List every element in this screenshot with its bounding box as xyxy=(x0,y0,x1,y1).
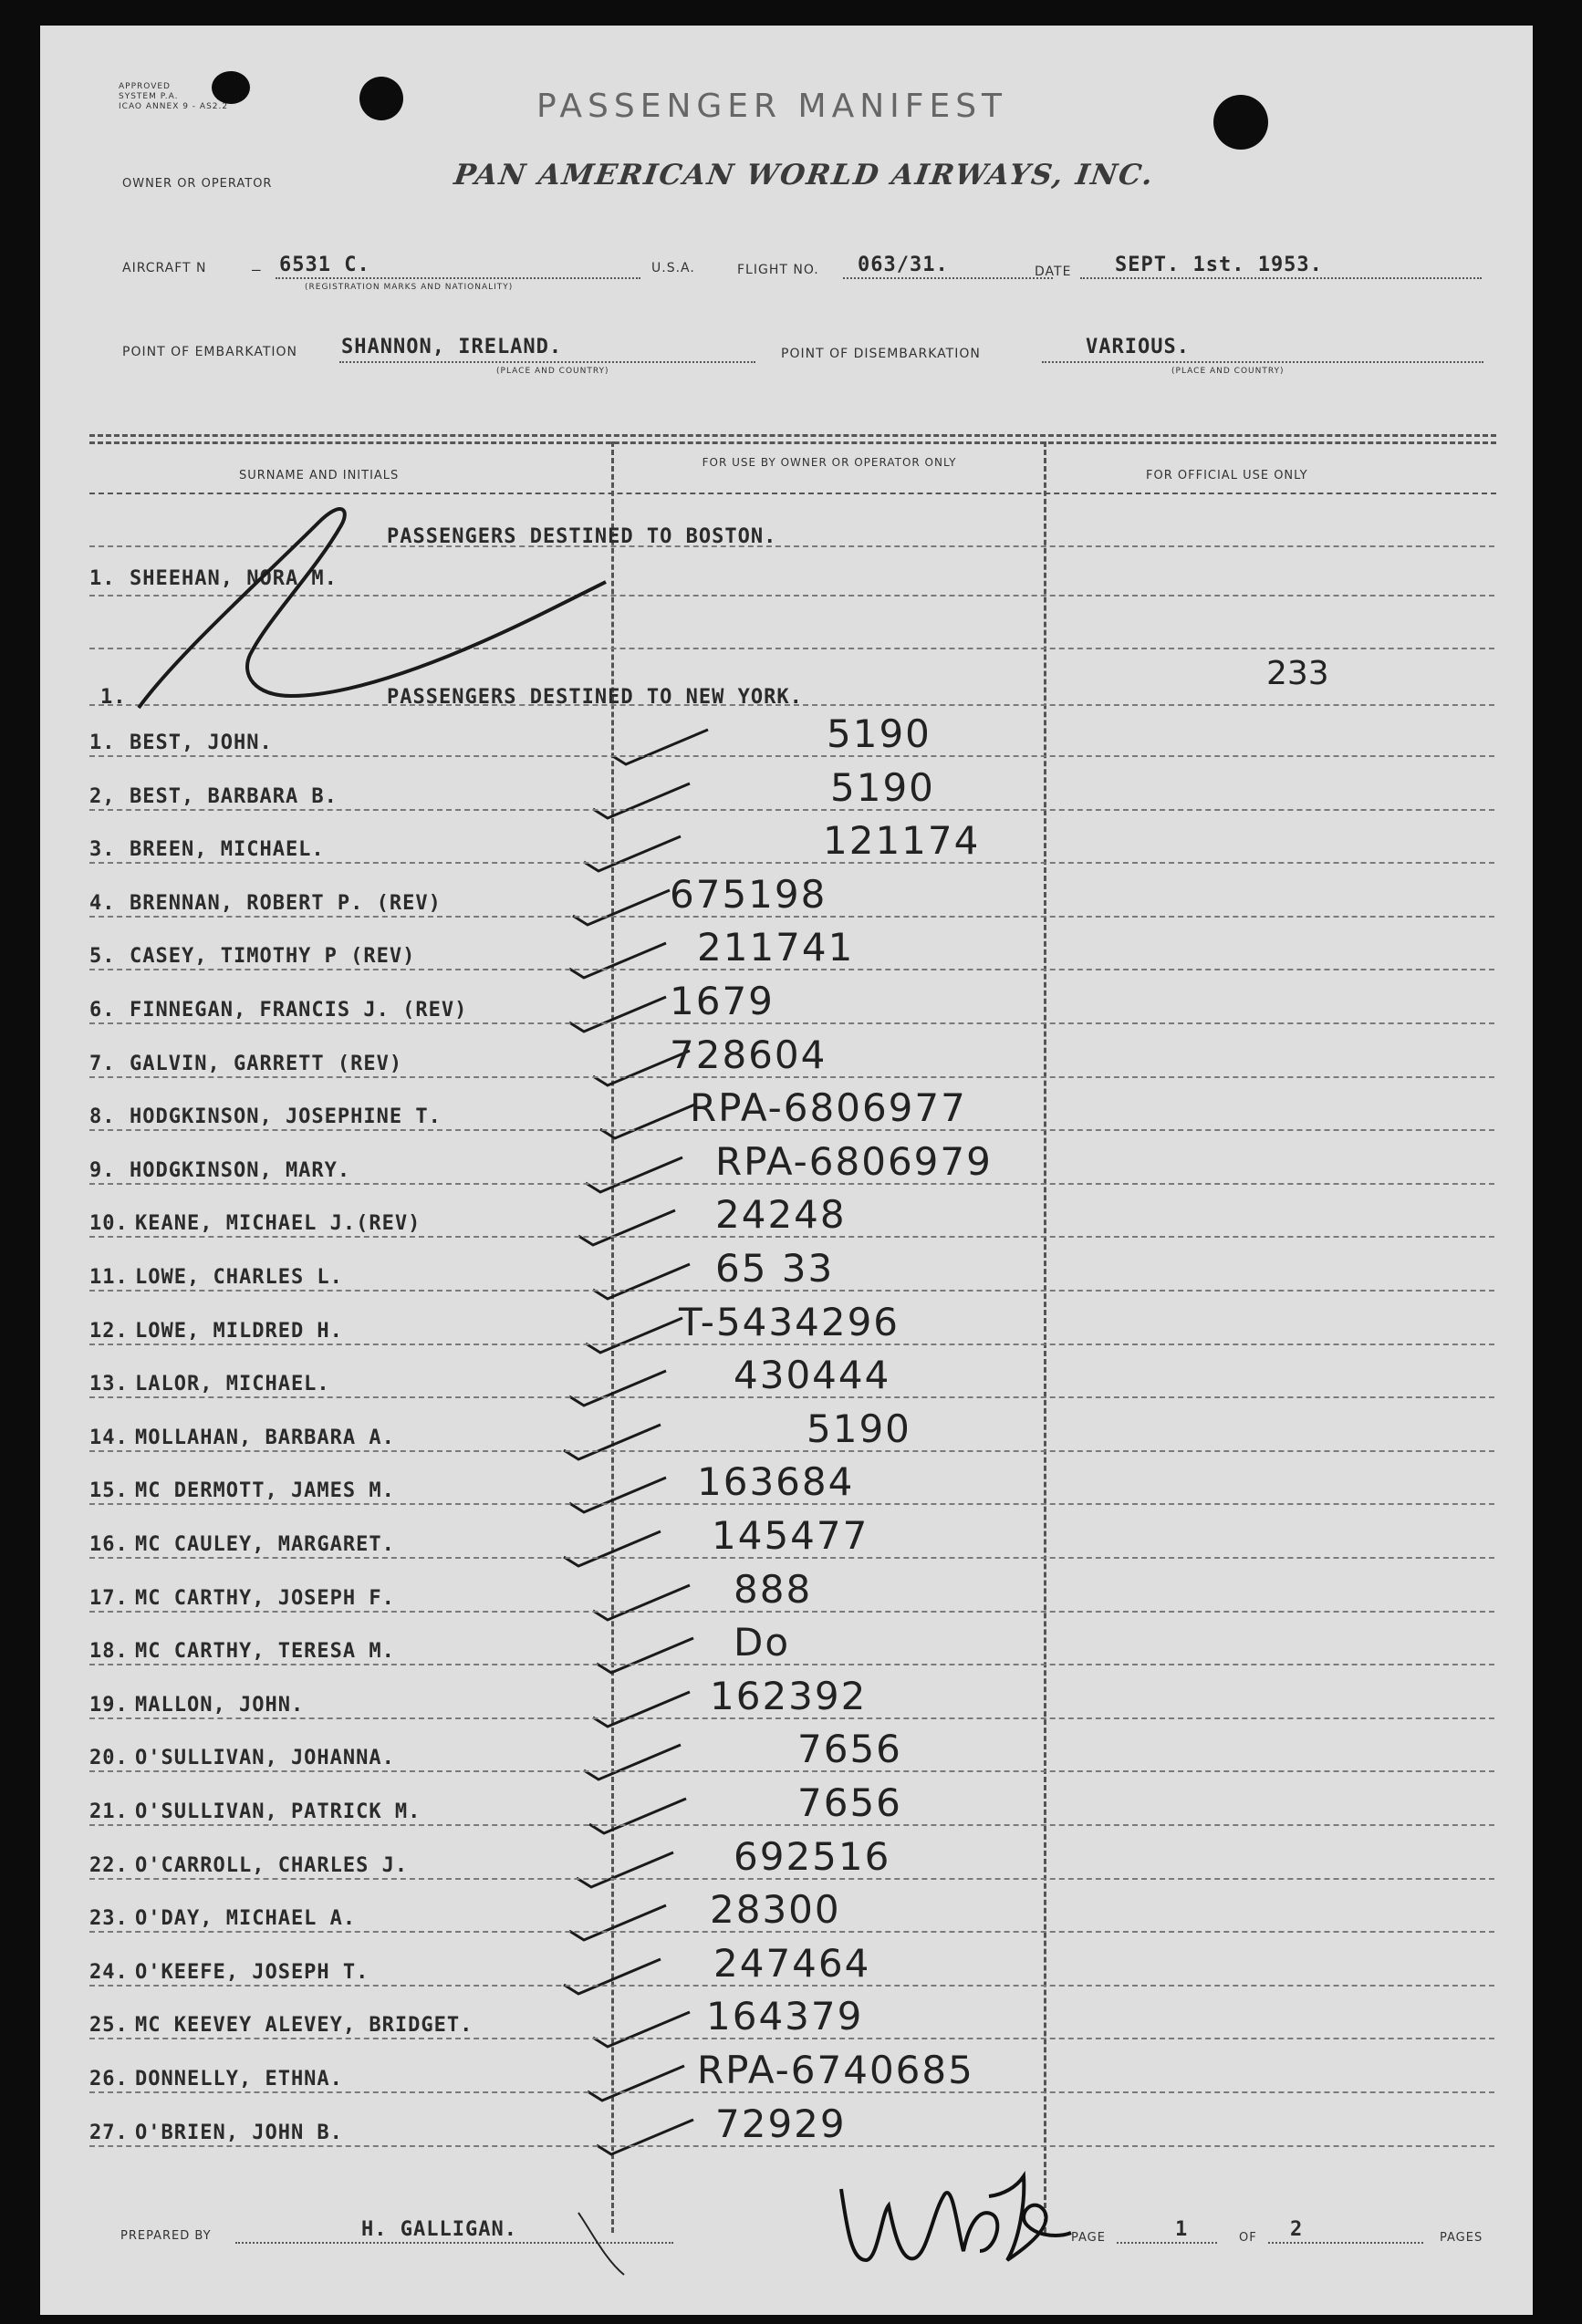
aircraft-caption: (REGISTRATION MARKS AND NATIONALITY) xyxy=(305,283,514,292)
row-line xyxy=(89,1717,1494,1719)
prepared-by-line xyxy=(235,2242,673,2244)
check-mark-icon xyxy=(591,1631,701,1680)
passenger-name: MC CAULEY, MARGARET. xyxy=(135,1533,395,1556)
row-line xyxy=(89,1076,1494,1078)
country-label: U.S.A. xyxy=(651,261,695,275)
approval-line-3: ICAO ANNEX 9 - AS2.2 xyxy=(119,102,229,111)
passenger-name: O'DAY, MICHAEL A. xyxy=(135,1907,357,1931)
passenger-ref-number: 24248 xyxy=(715,1192,847,1238)
passenger-name: LOWE, CHARLES L. xyxy=(135,1266,343,1289)
passenger-ref-number: 72929 xyxy=(715,2101,847,2146)
passenger-ref-number: RPA-6806977 xyxy=(690,1085,967,1131)
passenger-name: CASEY, TIMOTHY P (REV) xyxy=(130,945,416,969)
pages-label: PAGES xyxy=(1440,2231,1483,2245)
passenger-name: GALVIN, GARRETT (REV) xyxy=(130,1052,403,1075)
passenger-number: 26. xyxy=(89,2068,129,2091)
passenger-ref-number: 1679 xyxy=(670,979,775,1023)
page-title: PASSENGER MANIFEST xyxy=(536,88,1008,125)
passenger-ref-number: RPA-6740685 xyxy=(697,2048,974,2092)
manifest-sheet xyxy=(40,26,1533,2315)
passenger-ref-number: 162392 xyxy=(710,1673,868,1718)
passenger-ref-number: 164379 xyxy=(706,1994,864,2039)
disembark-line xyxy=(1042,361,1483,363)
passenger-name: MC CARTHY, TERESA M. xyxy=(135,1640,395,1664)
passenger-number: 17. xyxy=(89,1586,129,1610)
punch-hole-right xyxy=(1213,95,1268,150)
page-label: PAGE xyxy=(1071,2231,1106,2245)
check-mark-icon xyxy=(588,2005,697,2054)
passenger-name: LOWE, MILDRED H. xyxy=(135,1319,343,1343)
passenger-ref-number: 5190 xyxy=(827,711,932,756)
row-line xyxy=(89,1985,1494,1987)
check-mark-icon xyxy=(564,1364,673,1413)
passenger-ref-number: 430444 xyxy=(734,1353,891,1398)
cancellation-scribble xyxy=(40,26,679,755)
passenger-number: 14. xyxy=(89,1426,129,1449)
embark-label: POINT OF EMBARKATION xyxy=(122,345,298,359)
row-line xyxy=(89,1290,1494,1292)
passenger-name: O'CARROLL, CHARLES J. xyxy=(135,1853,409,1877)
passenger-name: BRENNAN, ROBERT P. (REV) xyxy=(130,891,442,915)
company-name: PAN AMERICAN WORLD AIRWAYS, INC. xyxy=(452,159,1157,192)
check-mark-icon xyxy=(567,883,677,932)
passenger-number: 22. xyxy=(89,1853,129,1877)
check-mark-icon xyxy=(588,1685,697,1734)
passenger-name: BREEN, MICHAEL. xyxy=(130,838,325,862)
passenger-ref-number: 7656 xyxy=(797,1780,902,1825)
disembark-caption: (PLACE AND COUNTRY) xyxy=(1171,367,1285,376)
passenger-name: HODGKINSON, JOSEPHINE T. xyxy=(130,1105,442,1129)
passenger-name: LALOR, MICHAEL. xyxy=(135,1373,330,1396)
passenger-name: MALLON, JOHN. xyxy=(135,1693,305,1717)
check-mark-icon xyxy=(595,1096,704,1146)
row-line xyxy=(89,1611,1494,1613)
passenger-number: 3. xyxy=(89,838,116,862)
page-line xyxy=(1117,2242,1217,2244)
passenger-number: 24. xyxy=(89,1960,129,1984)
row-line xyxy=(89,1129,1494,1131)
passenger-name: DONNELLY, ETHNA. xyxy=(135,2068,343,2091)
page-value: 1 xyxy=(1175,2218,1189,2241)
row-line xyxy=(89,1450,1494,1452)
aircraft-dash: — xyxy=(252,261,261,278)
check-mark-icon xyxy=(584,1791,693,1841)
row-line xyxy=(89,1344,1494,1345)
check-mark-icon xyxy=(564,1898,673,1947)
row-line xyxy=(89,2091,1494,2093)
passenger-number: 4. xyxy=(89,891,116,915)
new-york-marker: 1. xyxy=(100,686,127,709)
check-mark-icon xyxy=(564,990,673,1039)
row-line xyxy=(89,916,1494,918)
check-mark-icon xyxy=(591,2112,701,2162)
check-mark-icon xyxy=(558,1417,668,1467)
check-mark-icon xyxy=(564,936,673,985)
check-mark-icon xyxy=(578,1738,688,1787)
boston-passenger-number: 1. xyxy=(89,567,116,590)
passenger-number: 25. xyxy=(89,2014,129,2038)
passenger-number: 19. xyxy=(89,1693,129,1717)
passenger-name: MOLLAHAN, BARBARA A. xyxy=(135,1426,395,1449)
row-line xyxy=(89,862,1494,864)
passenger-name: MC DERMOTT, JAMES M. xyxy=(135,1479,395,1503)
passenger-ref-number: 211741 xyxy=(697,925,855,970)
approval-line-2: SYSTEM P.A. xyxy=(119,92,179,101)
check-mark-icon xyxy=(580,1150,690,1199)
passenger-number: 16. xyxy=(89,1533,129,1556)
passenger-number: 20. xyxy=(89,1747,129,1770)
date-label: DATE xyxy=(1035,265,1072,279)
check-mark-icon xyxy=(588,776,697,825)
passenger-ref-number: 5190 xyxy=(807,1406,911,1451)
row-line xyxy=(89,1503,1494,1505)
passenger-ref-number: T-5434296 xyxy=(679,1299,900,1344)
disembark-value: VARIOUS. xyxy=(1086,336,1190,358)
row-line xyxy=(89,1396,1494,1398)
row-line xyxy=(89,2145,1494,2147)
passenger-number: 23. xyxy=(89,1907,129,1931)
flight-line xyxy=(843,277,1053,279)
new-york-heading: PASSENGERS DESTINED TO NEW YORK. xyxy=(387,686,803,709)
passenger-ref-number: 121174 xyxy=(823,818,981,864)
flight-label: FLIGHT NO. xyxy=(737,263,819,277)
passenger-ref-number: 728604 xyxy=(670,1032,827,1077)
approval-line-1: APPROVED xyxy=(119,82,171,91)
row-line xyxy=(89,969,1494,970)
passenger-name: BEST, BARBARA B. xyxy=(130,784,338,808)
passenger-ref-number: 692516 xyxy=(734,1833,891,1879)
passenger-name: O'SULLIVAN, JOHANNA. xyxy=(135,1747,395,1770)
aircraft-label: AIRCRAFT N xyxy=(122,261,207,275)
passenger-ref-number: 7656 xyxy=(797,1727,902,1772)
passenger-number: 9. xyxy=(89,1158,116,1182)
row-line xyxy=(89,1931,1494,1933)
of-line xyxy=(1268,2242,1423,2244)
check-mark-icon xyxy=(564,1470,673,1520)
row-line xyxy=(89,1022,1494,1024)
passenger-number: 12. xyxy=(89,1319,129,1343)
disembark-label: POINT OF DISEMBARKATION xyxy=(781,347,981,361)
passenger-name: O'SULLIVAN, PATRICK M. xyxy=(135,1800,422,1823)
owner-label: OWNER OR OPERATOR xyxy=(122,177,273,191)
of-value: 2 xyxy=(1290,2218,1304,2241)
passenger-name: MC KEEVEY ALEVEY, BRIDGET. xyxy=(135,2014,474,2038)
boston-passenger-name: SHEEHAN, NORA M. xyxy=(130,567,338,590)
column-header-owner: FOR USE BY OWNER OR OPERATOR ONLY xyxy=(702,456,957,469)
passenger-name: BEST, JOHN. xyxy=(130,731,273,754)
passenger-name: HODGKINSON, MARY. xyxy=(130,1158,351,1182)
passenger-number: 8. xyxy=(89,1105,116,1129)
official-number: 233 xyxy=(1266,655,1329,692)
passenger-number: 2, xyxy=(89,784,116,808)
passenger-number: 6. xyxy=(89,999,116,1022)
passenger-ref-number: 65 33 xyxy=(715,1246,835,1291)
row-line xyxy=(89,809,1494,811)
check-mark-icon xyxy=(588,1578,697,1627)
check-mark-icon xyxy=(558,1952,668,2001)
passenger-number: 5. xyxy=(89,945,116,969)
row-line xyxy=(89,1664,1494,1665)
passenger-ref-number: 145477 xyxy=(712,1513,869,1558)
column-header-surname: SURNAME AND INITIALS xyxy=(239,469,400,482)
passenger-number: 1. xyxy=(89,731,116,754)
passenger-name: KEANE, MICHAEL J.(REV) xyxy=(135,1212,422,1236)
passenger-name: O'BRIEN, JOHN B. xyxy=(135,2121,343,2144)
passenger-number: 7. xyxy=(89,1052,116,1075)
row-line xyxy=(89,2038,1494,2039)
passenger-ref-number: Do xyxy=(734,1620,791,1665)
passenger-ref-number: 888 xyxy=(734,1566,813,1612)
passenger-number: 27. xyxy=(89,2121,129,2144)
passenger-ref-number: 5190 xyxy=(830,764,935,810)
date-line xyxy=(1080,277,1482,279)
row-line xyxy=(89,1236,1494,1238)
passenger-number: 10. xyxy=(89,1212,129,1236)
embark-value: SHANNON, IRELAND. xyxy=(341,336,563,358)
passenger-name: FINNEGAN, FRANCIS J. (REV) xyxy=(130,999,468,1022)
prepared-by-label: PREPARED BY xyxy=(120,2229,212,2243)
row-line xyxy=(89,755,1494,757)
check-mark-icon xyxy=(580,1311,690,1360)
passenger-ref-number: 675198 xyxy=(670,871,827,917)
passenger-ref-number: 163684 xyxy=(697,1459,855,1505)
passenger-number: 18. xyxy=(89,1640,129,1664)
passenger-ref-number: 28300 xyxy=(710,1887,841,1933)
embark-caption: (PLACE AND COUNTRY) xyxy=(496,367,609,376)
row-line xyxy=(89,1183,1494,1185)
check-mark-icon xyxy=(573,1203,682,1252)
passenger-number: 21. xyxy=(89,1800,129,1823)
row-line xyxy=(89,1824,1494,1826)
passenger-number: 11. xyxy=(89,1266,129,1289)
column-divider-2 xyxy=(1044,441,1046,2233)
passenger-name: O'KEEFE, JOSEPH T. xyxy=(135,1960,369,1984)
check-mark-icon xyxy=(558,1524,668,1573)
passenger-number: 15. xyxy=(89,1479,129,1503)
row-line xyxy=(89,1878,1494,1880)
row-line xyxy=(89,1557,1494,1559)
passenger-ref-number: 247464 xyxy=(713,1940,871,1986)
flight-value: 063/31. xyxy=(858,254,949,276)
of-label: OF xyxy=(1239,2231,1257,2245)
row-line xyxy=(89,1770,1494,1772)
boston-heading: PASSENGERS DESTINED TO BOSTON. xyxy=(387,525,777,548)
prepared-by-value: H. GALLIGAN. xyxy=(361,2218,517,2241)
passenger-name: MC CARTHY, JOSEPH F. xyxy=(135,1586,395,1610)
passenger-number: 13. xyxy=(89,1373,129,1396)
aircraft-value: 6531 C. xyxy=(279,254,370,276)
passenger-ref-number: RPA-6806979 xyxy=(715,1138,993,1184)
check-mark-icon xyxy=(571,1845,681,1894)
date-value: SEPT. 1st. 1953. xyxy=(1115,254,1323,276)
check-mark-icon xyxy=(582,2059,692,2108)
column-header-official: FOR OFFICIAL USE ONLY xyxy=(1146,469,1308,482)
